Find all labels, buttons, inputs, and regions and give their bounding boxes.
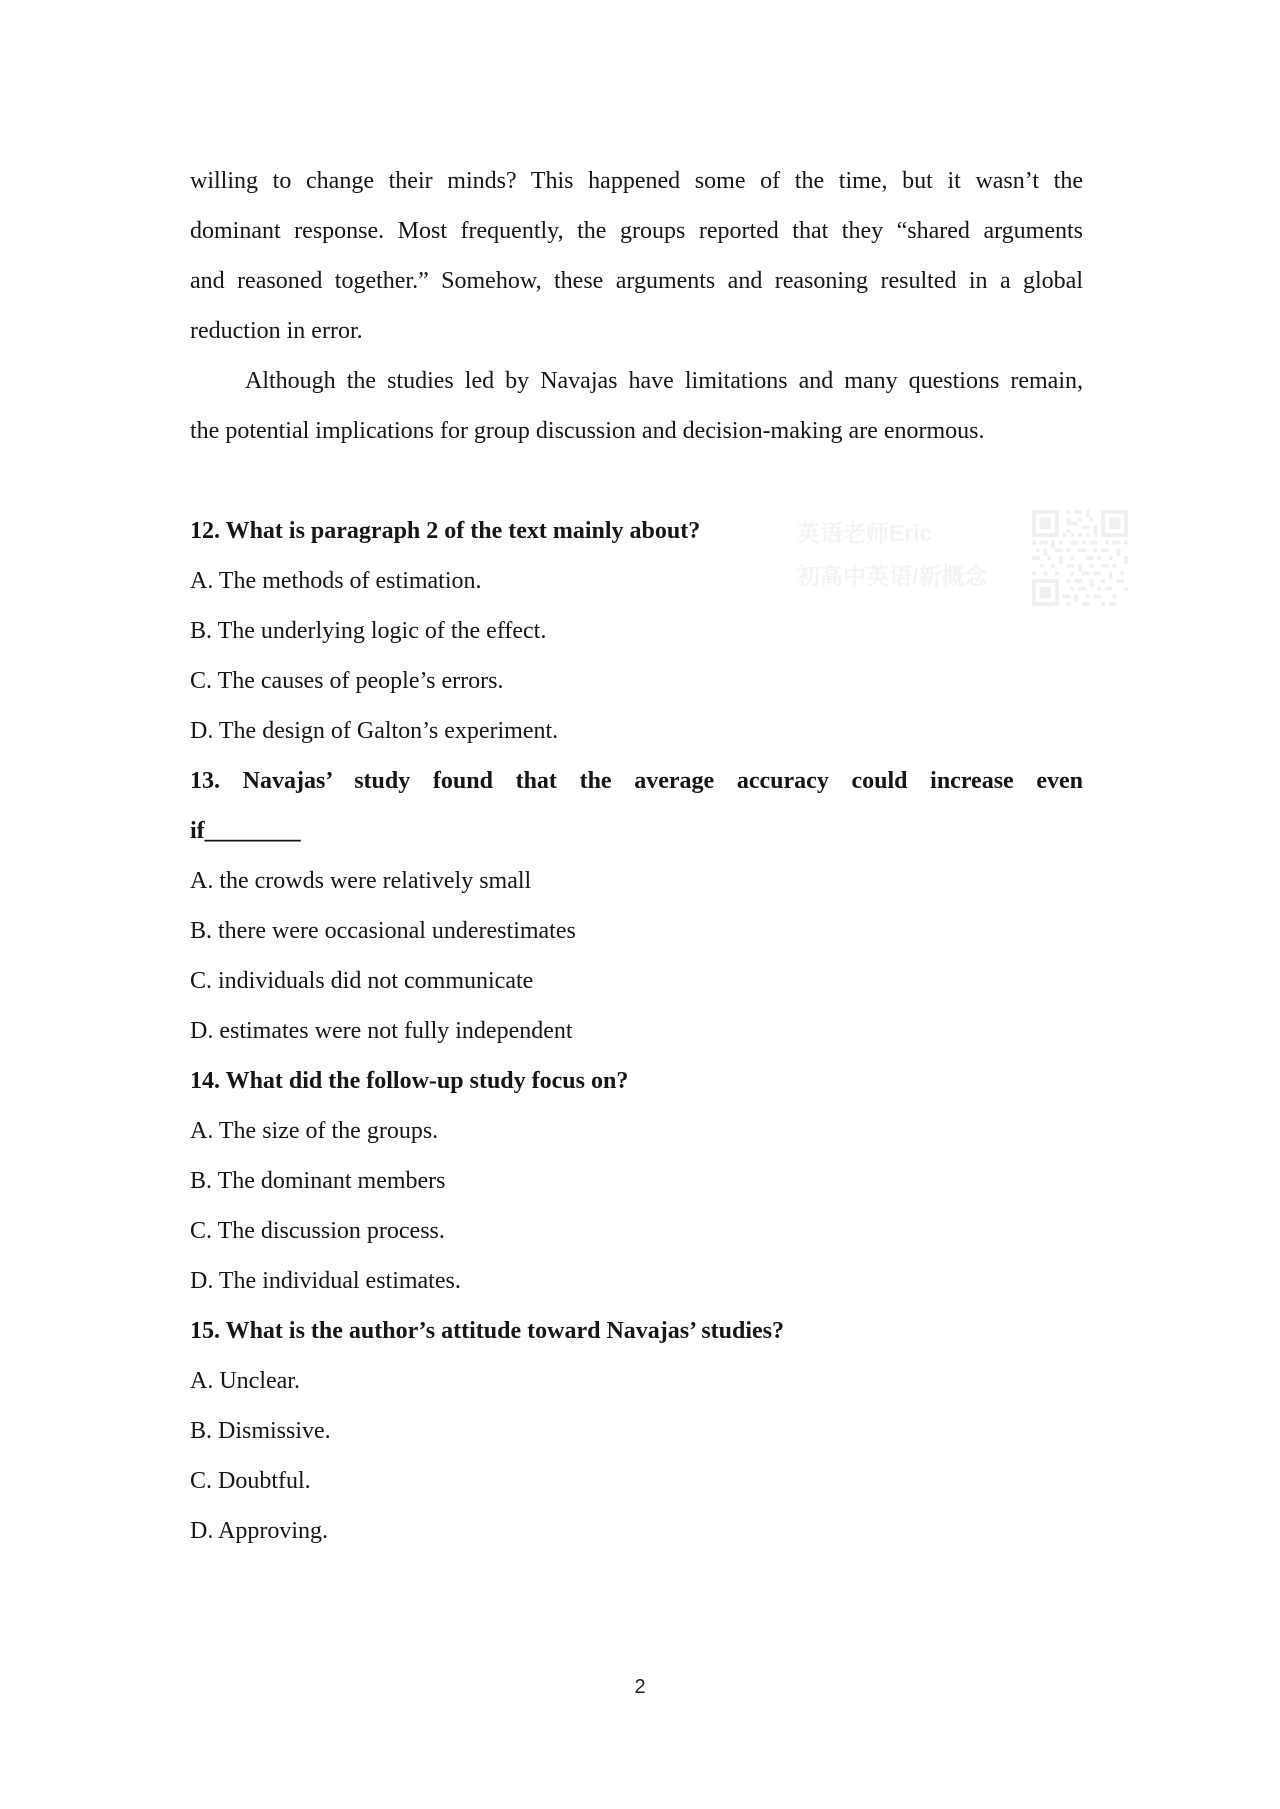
passage-line: the potential implications for group discussion and decision-making are enormous. (190, 418, 985, 444)
question-13-stem-line2: if________ (190, 818, 301, 844)
question-14-option-c: C. The discussion process. (190, 1218, 445, 1244)
question-12-stem: 12. What is paragraph 2 of the text mainly about? (190, 518, 701, 544)
question-15-option-c: C. Doubtful. (190, 1468, 311, 1494)
passage-line: dominant response. Most frequently, the groups reported that they “shared arguments (190, 218, 1083, 244)
question-12-option-c: C. The causes of people’s errors. (190, 668, 504, 694)
question-15-option-a: A. Unclear. (190, 1368, 300, 1394)
question-13-stem-line1: 13. Navajas’ study found that the average accuracy could increase even (190, 768, 1083, 794)
question-12-option-d: D. The design of Galton’s experiment. (190, 718, 559, 744)
question-14-option-d: D. The individual estimates. (190, 1268, 461, 1294)
question-12-option-a: A. The methods of estimation. (190, 568, 482, 594)
page-number: 2 (634, 1676, 646, 1698)
watermark-line1: 英语老师Eric (797, 520, 933, 546)
question-14-stem: 14. What did the follow-up study focus on? (190, 1068, 629, 1094)
watermark-line2: 初高中英语/新概念 (797, 563, 988, 589)
question-14-option-b: B. The dominant members (190, 1168, 446, 1194)
question-15-option-b: B. Dismissive. (190, 1418, 331, 1444)
watermark-text (797, 512, 987, 598)
passage-and-questions (190, 156, 1083, 1556)
blank-line (190, 456, 1083, 506)
question-14-option-a: A. The size of the groups. (190, 1118, 439, 1144)
question-12-option-b: B. The underlying logic of the effect. (190, 618, 547, 644)
passage-line: reduction in error. (190, 318, 363, 344)
question-15-stem: 15. What is the author’s attitude toward Navajas’ studies? (190, 1318, 784, 1344)
question-13-option-c: C. individuals did not communicate (190, 968, 534, 994)
passage-line: and reasoned together.” Somehow, these arguments and reasoning resulted in a global (190, 268, 1083, 294)
question-13-option-a: A. the crowds were relatively small (190, 868, 532, 894)
question-13-option-d: D. estimates were not fully independent (190, 1018, 573, 1044)
qr-code-watermark-icon (1032, 510, 1128, 606)
passage-line: Although the studies led by Navajas have limitations and many questions remain, (245, 368, 1083, 394)
question-15-option-d: D. Approving. (190, 1518, 328, 1544)
passage-line: willing to change their minds? This happened some of the time, but it wasn’t the (190, 168, 1083, 194)
question-13-option-b: B. there were occasional underestimates (190, 918, 576, 944)
